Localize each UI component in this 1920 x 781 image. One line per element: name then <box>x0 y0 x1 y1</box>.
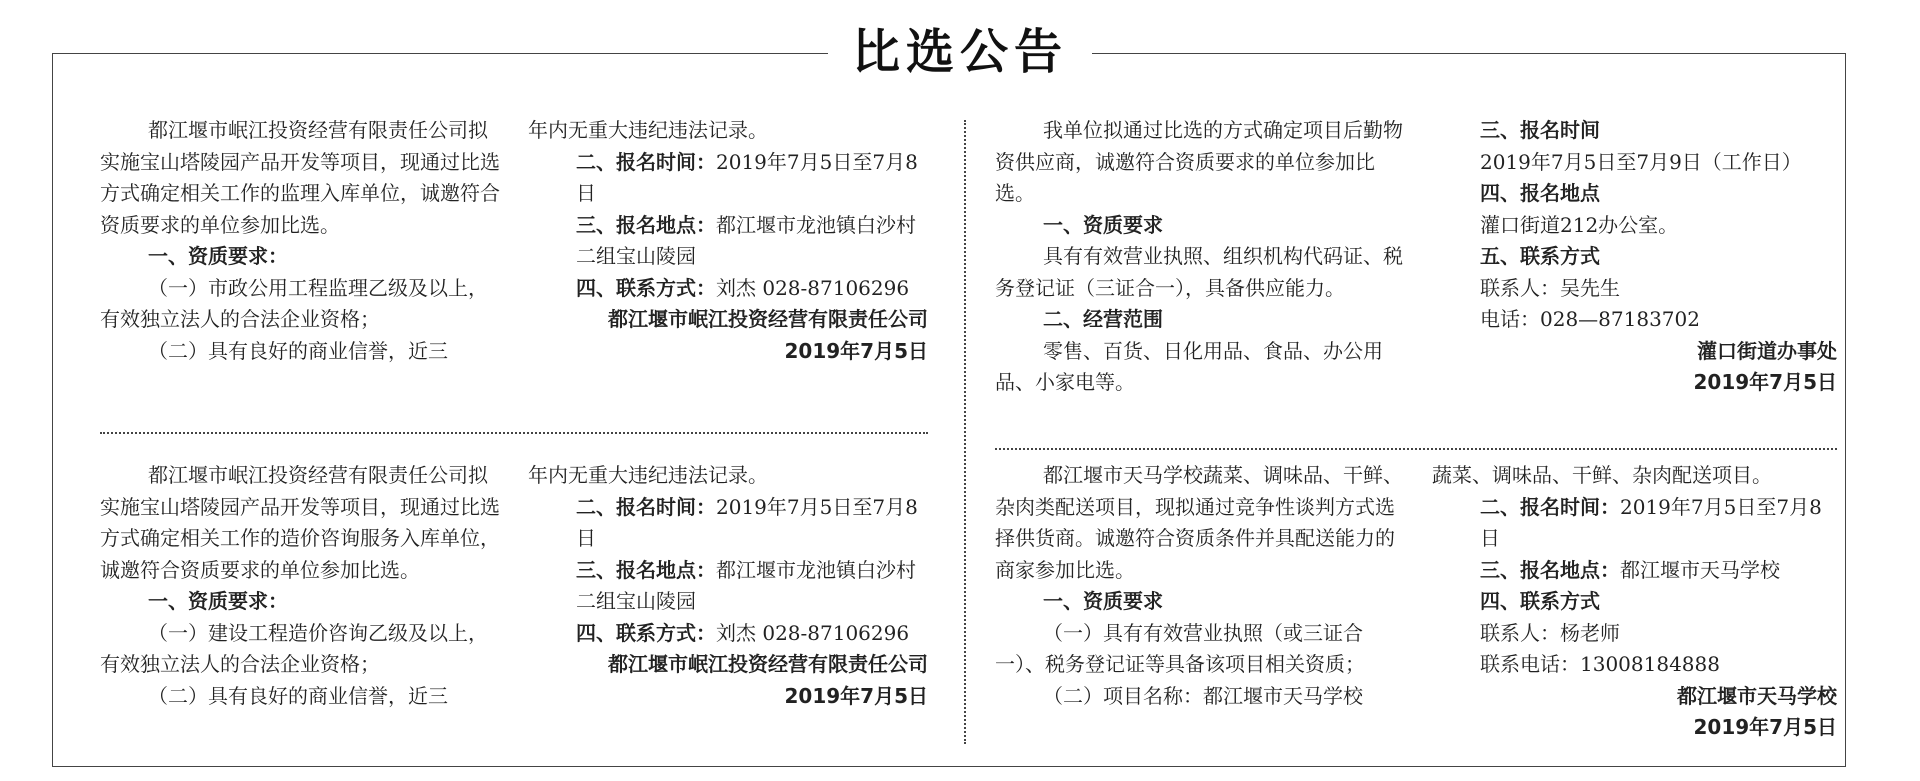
notice4-sec1-title: 一、资质要求 <box>1043 589 1163 613</box>
notice4-org: 都江堰市天马学校 <box>1677 683 1837 708</box>
notice4-phone: 联系电话：13008184888 <box>1480 652 1720 676</box>
notice4-req2: （二）项目名称：都江堰市天马学校 <box>1043 683 1363 708</box>
notice2-sec4 <box>528 618 928 650</box>
notice1-sec3-value: 都江堰市龙池镇白沙村二组宝山陵园 <box>576 212 916 268</box>
notice1-cont: 年内无重大违纪违法记录。 <box>528 118 768 142</box>
notice1-req1: （一）市政公用工程监理乙级及以上，有效独立法人的合法企业资格； <box>100 275 488 331</box>
notice2-date: 2019年7月5日 <box>784 683 928 708</box>
notice3-sec4-title: 四、报名地点 <box>1480 181 1600 205</box>
notice4-sec3-value: 都江堰市天马学校 <box>1620 557 1780 582</box>
notice1-sec1-title: 一、资质要求： <box>148 244 288 268</box>
notice2-sec3 <box>528 555 928 618</box>
notice1-sec4 <box>528 273 928 305</box>
notice4-sec3-label: 三、报名地点： <box>1480 557 1620 582</box>
notice1-sec3 <box>528 210 928 273</box>
notice4-date: 2019年7月5日 <box>1693 715 1837 739</box>
notice3-sec4-text: 灌口街道212办公室。 <box>1480 212 1679 237</box>
notice3-sec2-title: 二、经营范围 <box>1043 307 1163 331</box>
notice3-org: 灌口街道办事处 <box>1697 338 1837 363</box>
notice3-sec3-title: 三、报名时间 <box>1480 118 1600 142</box>
notice3-col2 <box>1432 115 1837 399</box>
notice2-sec4-label: 四、联系方式： <box>576 620 716 645</box>
notice4-sec3 <box>1432 555 1837 587</box>
notice4-col1 <box>995 460 1405 712</box>
notice2-req1: （一）建设工程造价咨询乙级及以上，有效独立法人的合法企业资格； <box>100 620 488 676</box>
notice1-sec2-value: 2019年7月5日至7月8日 <box>576 149 918 205</box>
notice2-sec3-label: 三、报名地点： <box>576 557 716 582</box>
notice2-sec2-label: 二、报名时间： <box>576 494 716 519</box>
notice2-col2 <box>528 460 928 712</box>
notice1-col2 <box>528 115 928 367</box>
notice2-intro: 都江堰市岷江投资经营有限责任公司拟实施宝山塔陵园产品开发等项目，现通过比选方式确定相关工作的造价咨询服务入库单位，诚邀符合资质要求的单位参加比选。 <box>100 463 500 582</box>
notice3-phone: 电话：028—87183702 <box>1480 307 1700 331</box>
notice1-date: 2019年7月5日 <box>784 338 928 363</box>
notice3-sec5-title: 五、联系方式 <box>1480 244 1600 268</box>
notice3-sec1-title: 一、资质要求 <box>1043 212 1163 237</box>
notice4-sec2 <box>1432 492 1837 555</box>
notice1-org: 都江堰市岷江投资经营有限责任公司 <box>608 307 928 331</box>
notice1-sec3-label: 三、报名地点： <box>576 212 716 237</box>
notice4-sec4-title: 四、联系方式 <box>1480 589 1600 613</box>
notice1-sec4-value: 刘杰 028-87106296 <box>716 275 910 300</box>
notice4-contact: 联系人：杨老师 <box>1480 620 1620 645</box>
notice2-sec2-value: 2019年7月5日至7月8日 <box>576 494 918 550</box>
right-horizontal-divider <box>995 448 1837 450</box>
notice4-sec2-value: 2019年7月5日至7月8日 <box>1480 494 1822 550</box>
notice4-cont: 蔬菜、调味品、干鲜、杂肉配送项目。 <box>1432 463 1772 487</box>
notice3-col1 <box>995 115 1405 399</box>
notice1-req2: （二）具有良好的商业信誉，近三 <box>148 338 448 363</box>
notice2-sec2 <box>528 492 928 555</box>
vertical-divider <box>964 120 966 744</box>
notice1-sec2-label: 二、报名时间： <box>576 149 716 174</box>
notice4-req1: （一）具有有效营业执照（或三证合一）、税务登记证等具备该项目相关资质； <box>995 620 1365 676</box>
notice1-intro: 都江堰市岷江投资经营有限责任公司拟实施宝山塔陵园产品开发等项目，现通过比选方式确定相关工作的监理入库单位，诚邀符合资质要求的单位参加比选。 <box>100 118 500 237</box>
notice2-cont: 年内无重大违纪违法记录。 <box>528 463 768 487</box>
notice3-contact: 联系人：吴先生 <box>1480 275 1620 300</box>
notice1-sec2 <box>528 147 928 210</box>
notice2-sec1-title: 一、资质要求： <box>148 589 288 613</box>
notice4-sec2-label: 二、报名时间： <box>1480 494 1620 519</box>
notice2-col1 <box>100 460 500 712</box>
notice3-sec3-text: 2019年7月5日至7月9日（工作日） <box>1480 149 1802 174</box>
notice1-sec4-label: 四、联系方式： <box>576 275 716 300</box>
notice4-col2 <box>1432 460 1837 744</box>
notice3-date: 2019年7月5日 <box>1693 370 1837 394</box>
notice2-org: 都江堰市岷江投资经营有限责任公司 <box>608 652 928 676</box>
notice3-sec2-text: 零售、百货、日化用品、食品、办公用品、小家电等。 <box>995 338 1383 394</box>
notice3-sec1-text: 具有有效营业执照、组织机构代码证、税务登记证（三证合一），具备供应能力。 <box>995 244 1403 300</box>
page-title: 比选公告 <box>828 20 1092 84</box>
notice2-sec3-value: 都江堰市龙池镇白沙村二组宝山陵园 <box>576 557 916 613</box>
notice4-intro: 都江堰市天马学校蔬菜、调味品、干鲜、杂肉类配送项目，现拟通过竞争性谈判方式选择供货商。诚邀符合资质条件并具配送能力的商家参加比选。 <box>995 463 1403 582</box>
notice3-intro: 我单位拟通过比选的方式确定项目后勤物资供应商，诚邀符合资质要求的单位参加比选。 <box>995 118 1403 205</box>
notice1-col1 <box>100 115 500 367</box>
notice2-sec4-value: 刘杰 028-87106296 <box>716 620 910 645</box>
left-horizontal-divider <box>100 432 928 434</box>
notice2-req2: （二）具有良好的商业信誉，近三 <box>148 683 448 708</box>
